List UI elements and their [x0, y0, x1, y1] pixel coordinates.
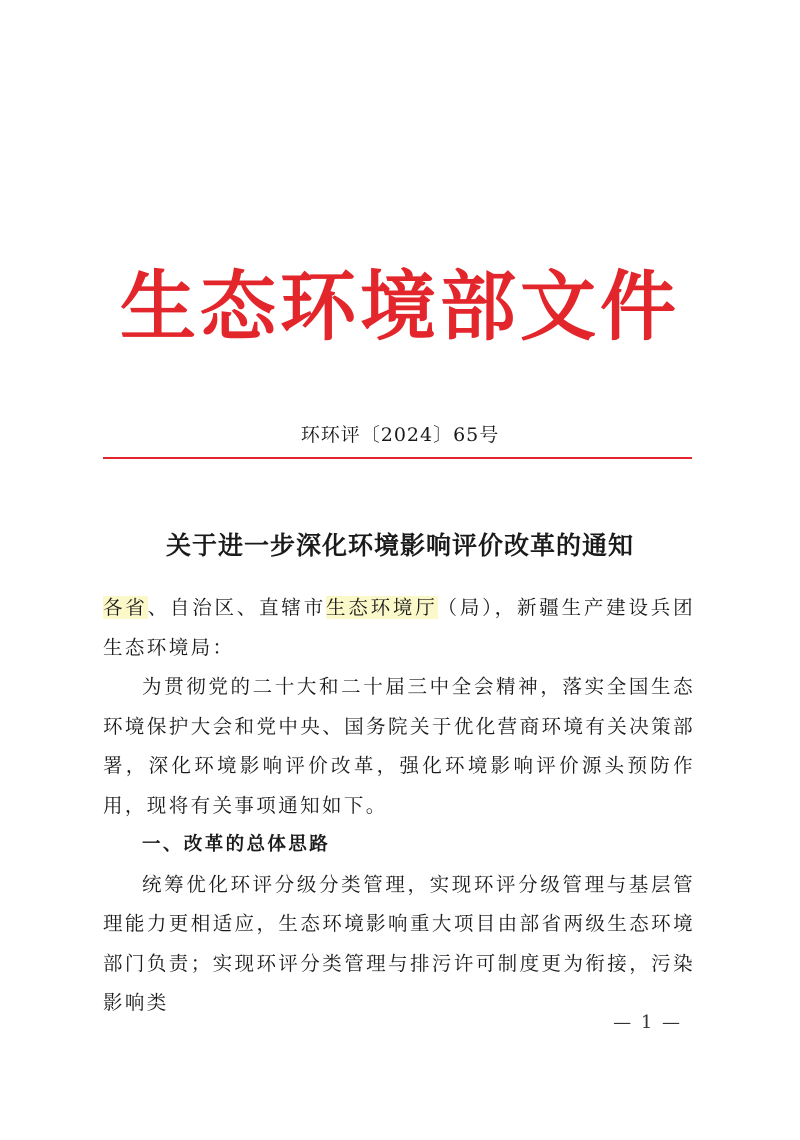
addressee-text-4: （局），新疆生产建设兵团生态环境局：	[103, 596, 695, 659]
addressee-highlight-2: 生态环境厅	[326, 596, 438, 619]
addressee-highlight-1: 各省	[103, 596, 148, 619]
paragraph-section1: 统筹优化环评分级分类管理，实现环评分级管理与基层管理能力更相适应，生态环境影响重大项目由部省两级生态环境部门负责；实现环评分类管理与排污许可制度更为衔接，污染影响类	[103, 872, 695, 1014]
paragraph-intro: 为贯彻党的二十大和二十届三中全会精神，落实全国生态环境保护大会和党中央、国务院关于优化营商环境有关决策部署，深化环境影响评价改革，强化环境影响评价源头预防作用，现将有关事项通知如下。	[103, 675, 695, 817]
page-number: — 1 —	[613, 1012, 682, 1033]
document-number: 环环评〔2024〕65号	[300, 424, 500, 446]
masthead-title: 生态环境部文件	[120, 262, 680, 351]
red-divider-line	[103, 457, 692, 459]
section-heading: 一、改革的总体思路	[142, 834, 331, 855]
document-body	[103, 588, 695, 1023]
notice-title: 关于进一步深化环境影响评价改革的通知	[165, 531, 634, 560]
addressee-text-2: 、自治区、直辖市	[147, 596, 327, 619]
addressee-line	[103, 588, 695, 667]
